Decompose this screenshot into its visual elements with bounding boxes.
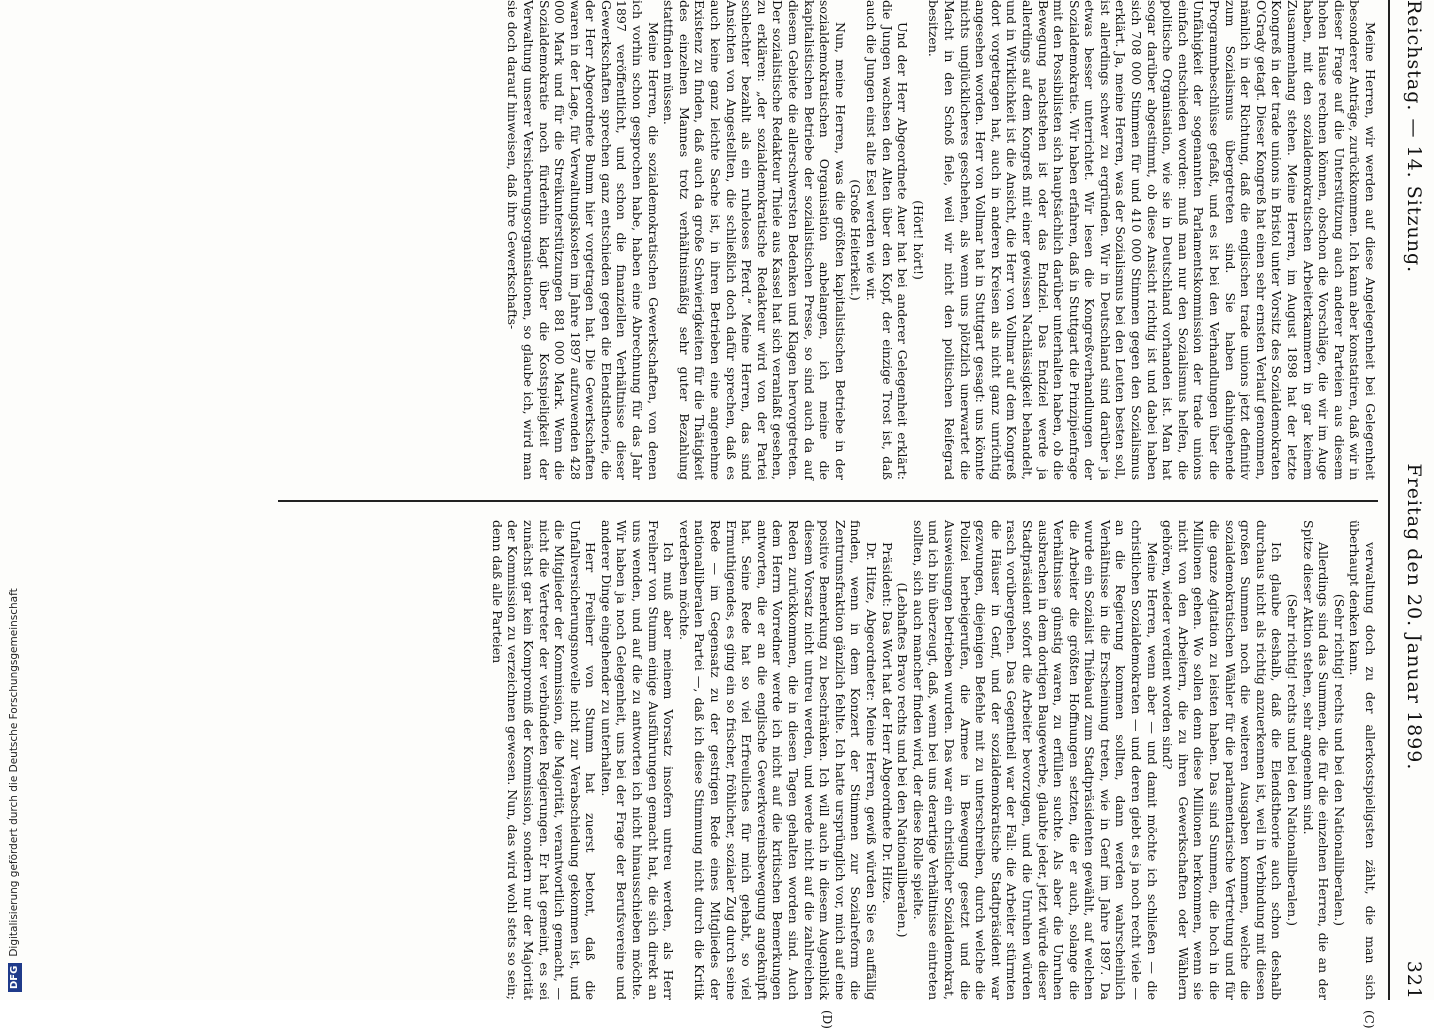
margin-marker-d: (D) <box>820 1010 834 1029</box>
paragraph: Meine Herren, die sozialdemokratischen Gewerkschaften, von denen ich vorhin schon gesprochen habe, haben eine Abrechnung für das Jahr 1897 veröffentlicht, und schon die finanziellen Verhältnisse dieser Gewerkschaften sprechen ganz entschieden gegen die Elendstheorie, die der Herr Abgeordnete Bumm hier vorgetragen hat. Die Gewerkschaften waren in der Lage, für Verwaltungskosten im Jahre 1897 aufzuwenden 428 000 Mark und für die Streikunterstützungen 881 000 Mark. Wenn die Sozialdemokratie noch fürderhin klagt über die Kostspieligkeit der Verwaltung unserer Versicherungsorganisationen, so glaube ich, wird man sie doch darauf hinweisen, daß ihre Gewerkschafts- <box>505 0 661 480</box>
digitization-credit <box>4 588 24 992</box>
credit-text: Digitalisierung gefördert durch die Deutsche Forschungsgemeinschaft <box>8 588 20 957</box>
running-header <box>1394 0 1434 1000</box>
paragraph: Ich glaube deshalb, daß die Elendstheorie auch schon deshalb durchaus nicht als richtig anzuerkennen ist, weil in Verbindung mit diesen großen Summen noch die weiteren Ausgaben kommen, welche die sozialdemokratischen Wähler für die parlamentarische Vertretung und für die ganze Agitation zu leisten haben. Das sind Summen, die hoch in die Millionen gehen. Wo sollen denn diese Millionen herkommen, wenn sie nicht von den Arbeitern, die zu ihren Gewerkschaften oder Wählern gehören, wieder verdient worden sind? <box>1160 520 1285 1000</box>
column-divider <box>278 500 1378 502</box>
interjection: (Lebhaftes Bravo rechts und bei den Nationalliberalen.) <box>895 582 911 938</box>
header-date: Freitag den 20. Januar 1899. <box>1403 463 1425 771</box>
header-left: Reichstag. — 14. Sitzung. <box>1403 0 1425 274</box>
header-rule <box>1388 0 1390 1000</box>
paragraph: Meine Herren, wenn aber — und damit möchte ich schließen — die christlichen Sozialdemokraten — und deren giebt es ja noch recht viele — an die Regierung kommen sollten, dann werden wahrscheinlich Verhältnisse in die Erscheinung treten, wie in Genf im Jahre 1897. Da wurde ein Sozialist Thiébaud zum Stadtpräsidenten gewählt, auf welchen die Arbeiter die größten Hoffnungen setzten, die er auch, solange die Verhältnisse günstig waren, zu erfüllen suchte. Als aber die Unruhen ausbrachen in dem dortigen Baugewerbe, glaubte jeder, jetzt würde dieser Stadtpräsident sofort die Arbeiter bevorzugen, und die Unruhen würden rasch vorübergehen. Das Gegentheil war der Fall: die Arbeiter stürmten die Häuser in Genf, und der sozialdemokratische Stadtpräsident war gezwungen, diejenigen Befehle mit zu unterschreiben, durch welche die Polizei herbeigerufen, die Armee in Bewegung gesetzt und die Ausweisungen betrieben wurden. Das war ein christlicher Sozialdemokrat, und ich bin überzeugt, daß, wenn bei uns derartige Verhältnisse eintreten sollten, sich auch mancher finden wird, der diese Rolle spielte. <box>910 520 1160 1000</box>
paragraph: Dr. Hitze, Abgeordneter: Meine Herren, gewiß würden Sie es auffällig finden, wenn in dem Konzert der Stimmen zur Sozialreform die Zentrumsfraktion gänzlich fehlte. Ich hatte ursprünglich vor, mich auf eine positive Bemerkung zu beschränken. Ich will auch in diesem Augenblick diesem Vorsatz nicht untreu werden, und werde nicht auf die zahlreichen Reden zurückkommen, die in diesen Tagen gehalten worden sind. Auch dem Herrn Vorredner werde ich nicht auf die kritischen Bemerkungen antworten, die er an die englische Gewerkvereinsbewegung angeknüpft hat. Seine Rede hat so viel Erfreuliches für mich gehabt, so viel Ermuthigendes, es ging ein so frischer, fröhlicher, sozialer Zug durch seine Rede — im Gegensatz zu der gestrigen Rede eines Mitgliedes der nationalliberalen Partei —, daß ich diese Stimmung nicht durch die Kritik verderben möchte. <box>676 520 879 1000</box>
page-number: 321 <box>1403 960 1425 1000</box>
dfg-logo-icon: DFG <box>8 963 22 992</box>
paragraph: Ich muß aber meinem Vorsatz insofern untreu werden, als Herr Freiherr von Stumm einige Ausführungen gemacht hat, die sich direkt an uns wenden, und auf die zu antworten ich nicht hinausschieben möchte. Wir haben ja noch Gelegenheit, uns bei der Frage der Berufsvereine und anderer Dinge eingehender zu unterhalten. <box>598 520 677 1000</box>
interjection: (Hört! hört!) <box>910 200 926 280</box>
interjection: (Sehr richtig! rechts und bei den Nationalliberalen.) <box>1285 593 1301 927</box>
paragraph: verwaltung doch zu der allerkostspieligsten zählt, die man sich überhaupt denken kann. <box>1347 520 1378 1000</box>
paragraph: Herr Freiherr von Stumm hat zuerst betont, daß die Unfallversicherungsnovelle nicht zur Verabschiedung gekommen ist, und die Mitglieder der Kommission, die Majorität, verantwortlich gemacht, — nicht die Vertreter der verbündeten Regierungen. Er hat gemeint, es sei zunächst gar kein Kompromiß der Kommission, sondern nur der Majorität der Kommission zu verzeichnen gewesen. Nun, das wird wohl stets so sein; denn daß alle Parteien <box>489 520 599 1000</box>
paragraph: Allerdings sind das Summen, die für die einzelnen Herren, die an der Spitze dieser Aktion stehen, sehr angenehm sind. <box>1300 520 1332 1000</box>
paragraph: Präsident: Das Wort hat der Herr Abgeordnete Dr. Hitze. <box>879 542 895 904</box>
paragraph: Meine Herren, wir werden auf diese Angelegenheit bei Gelegenheit besonderer Anträge, zurückkommen. Ich kann aber konstatiren, daß wir in dieser Frage auf die Unterstützung auch anderer Parteien aus diesem hohen Hause rechnen können, obschon die Vorschläge, die wir im Auge haben, mit den sozialdemokratischen Arbeiterkammern in gar keinem Zusammenhang stehen. Meine Herren, im August 1898 hat der letzte Kongreß in der trade unions in Bristol unter Vorsitz des Sozialdemokraten O'Grady getagt. Dieser Kongreß hat einen sehr ernsten Verlauf genommen, nämlich in der Richtung, daß die englischen trade unions jetzt definitiv zum Sozialismus übergetreten sind. Sie haben dahingehende Programmbeschlüsse gefaßt, und es ist bei den Verhandlungen über die Unfähigkeit der sogenannten Parlamentskommission der trade unions einfach entschieden worden: muß man nur den Sozialismus helfen, die politische Organisation, wie sie in Deutschland vorhanden ist. Man hat sogar darüber abgestimmt, ob diese Ansicht richtig ist und dabei haben sich 708 000 Stimmen für und 410 000 Stimmen gegen den Sozialismus erklärt. Ja, meine Herren, was der Sozialismus bei den Leuten besten soll, ist allerdings schwer zu ergründen. Wir in Deutschland sind darüber ja etwas besser unterrichtet. Wir lesen die Kongreßverhandlungen der Sozialdemokratie. Wir haben erfahren, daß in Stuttgart die Prinzipienfrage mit den Possibilisten sich hauptsächlich darüber unterhalten haben, ob die Bewegung nachstehen ist oder das Endziel. Das Endziel werde ja allerdings auf dem Kongreß mit einer gewissen Nachlässigkeit behandelt, und in Wirklichkeit ist die Ansicht, die Herr von Vollmar auf dem Kongreß dort vorgetragen hat, auch in anderen Kreisen als nicht ganz unrichtig angesehen worden. Herr von Vollmar hat in Stuttgart gesagt: uns könnte nichts unglücklicheres geschehen, als wenn uns plötzlich unerwartet die Macht in den Schoß fiele, weil wir nicht den politischen Reifegrad besitzen. <box>926 0 1378 480</box>
margin-marker-c: (C) <box>1362 1010 1376 1029</box>
rotated-page-content <box>60 0 1434 1029</box>
interjection: (Sehr richtig! rechts und bei den Nationalliberalen.) <box>1331 593 1347 927</box>
paragraph: Nun, meine Herren, was die größten kapitalistischen Betriebe in der sozialdemokratischen Organisation anbelangen, ich meine die kapitalistischen Betriebe der sozialistischen Presse, so sind auch da auf diesem Gebiete die allerschwersten Bedenken und Klagen hervorgetreten. Der sozialistische Redakteur Thiele aus Kassel hat sich veranlaßt gesehen, zu erklären: „der sozialdemokratische Redakteur wird von der Partei schlechter bezahlt als ein ruheloses Pferd.“ Meine Herren, das sind Ansichten von Angestellten, die schließlich doch dafür sprechen, daß es auch keine ganz leichte Sache ist, in ihren Betrieben eine angenehme Existenz zu finden, daß auch da große Schwierigkeiten für die Thätigkeit des einzelnen Mannes trotz verhältnismäßig sehr guter Bezahlung stattfinden müssen. <box>661 0 848 480</box>
paragraph: Und der Herr Abgeordnete Auer hat bei anderer Gelegenheit erklärt: die Jungen wachsen den Alten über den Kopf, der einzige Trost ist, daß auch die Jungen einst alte Esel werden wie wir. <box>864 0 911 480</box>
right-column <box>489 520 1378 1000</box>
interjection: (Große Heiterkeit.) <box>848 179 864 301</box>
left-column <box>505 0 1378 480</box>
